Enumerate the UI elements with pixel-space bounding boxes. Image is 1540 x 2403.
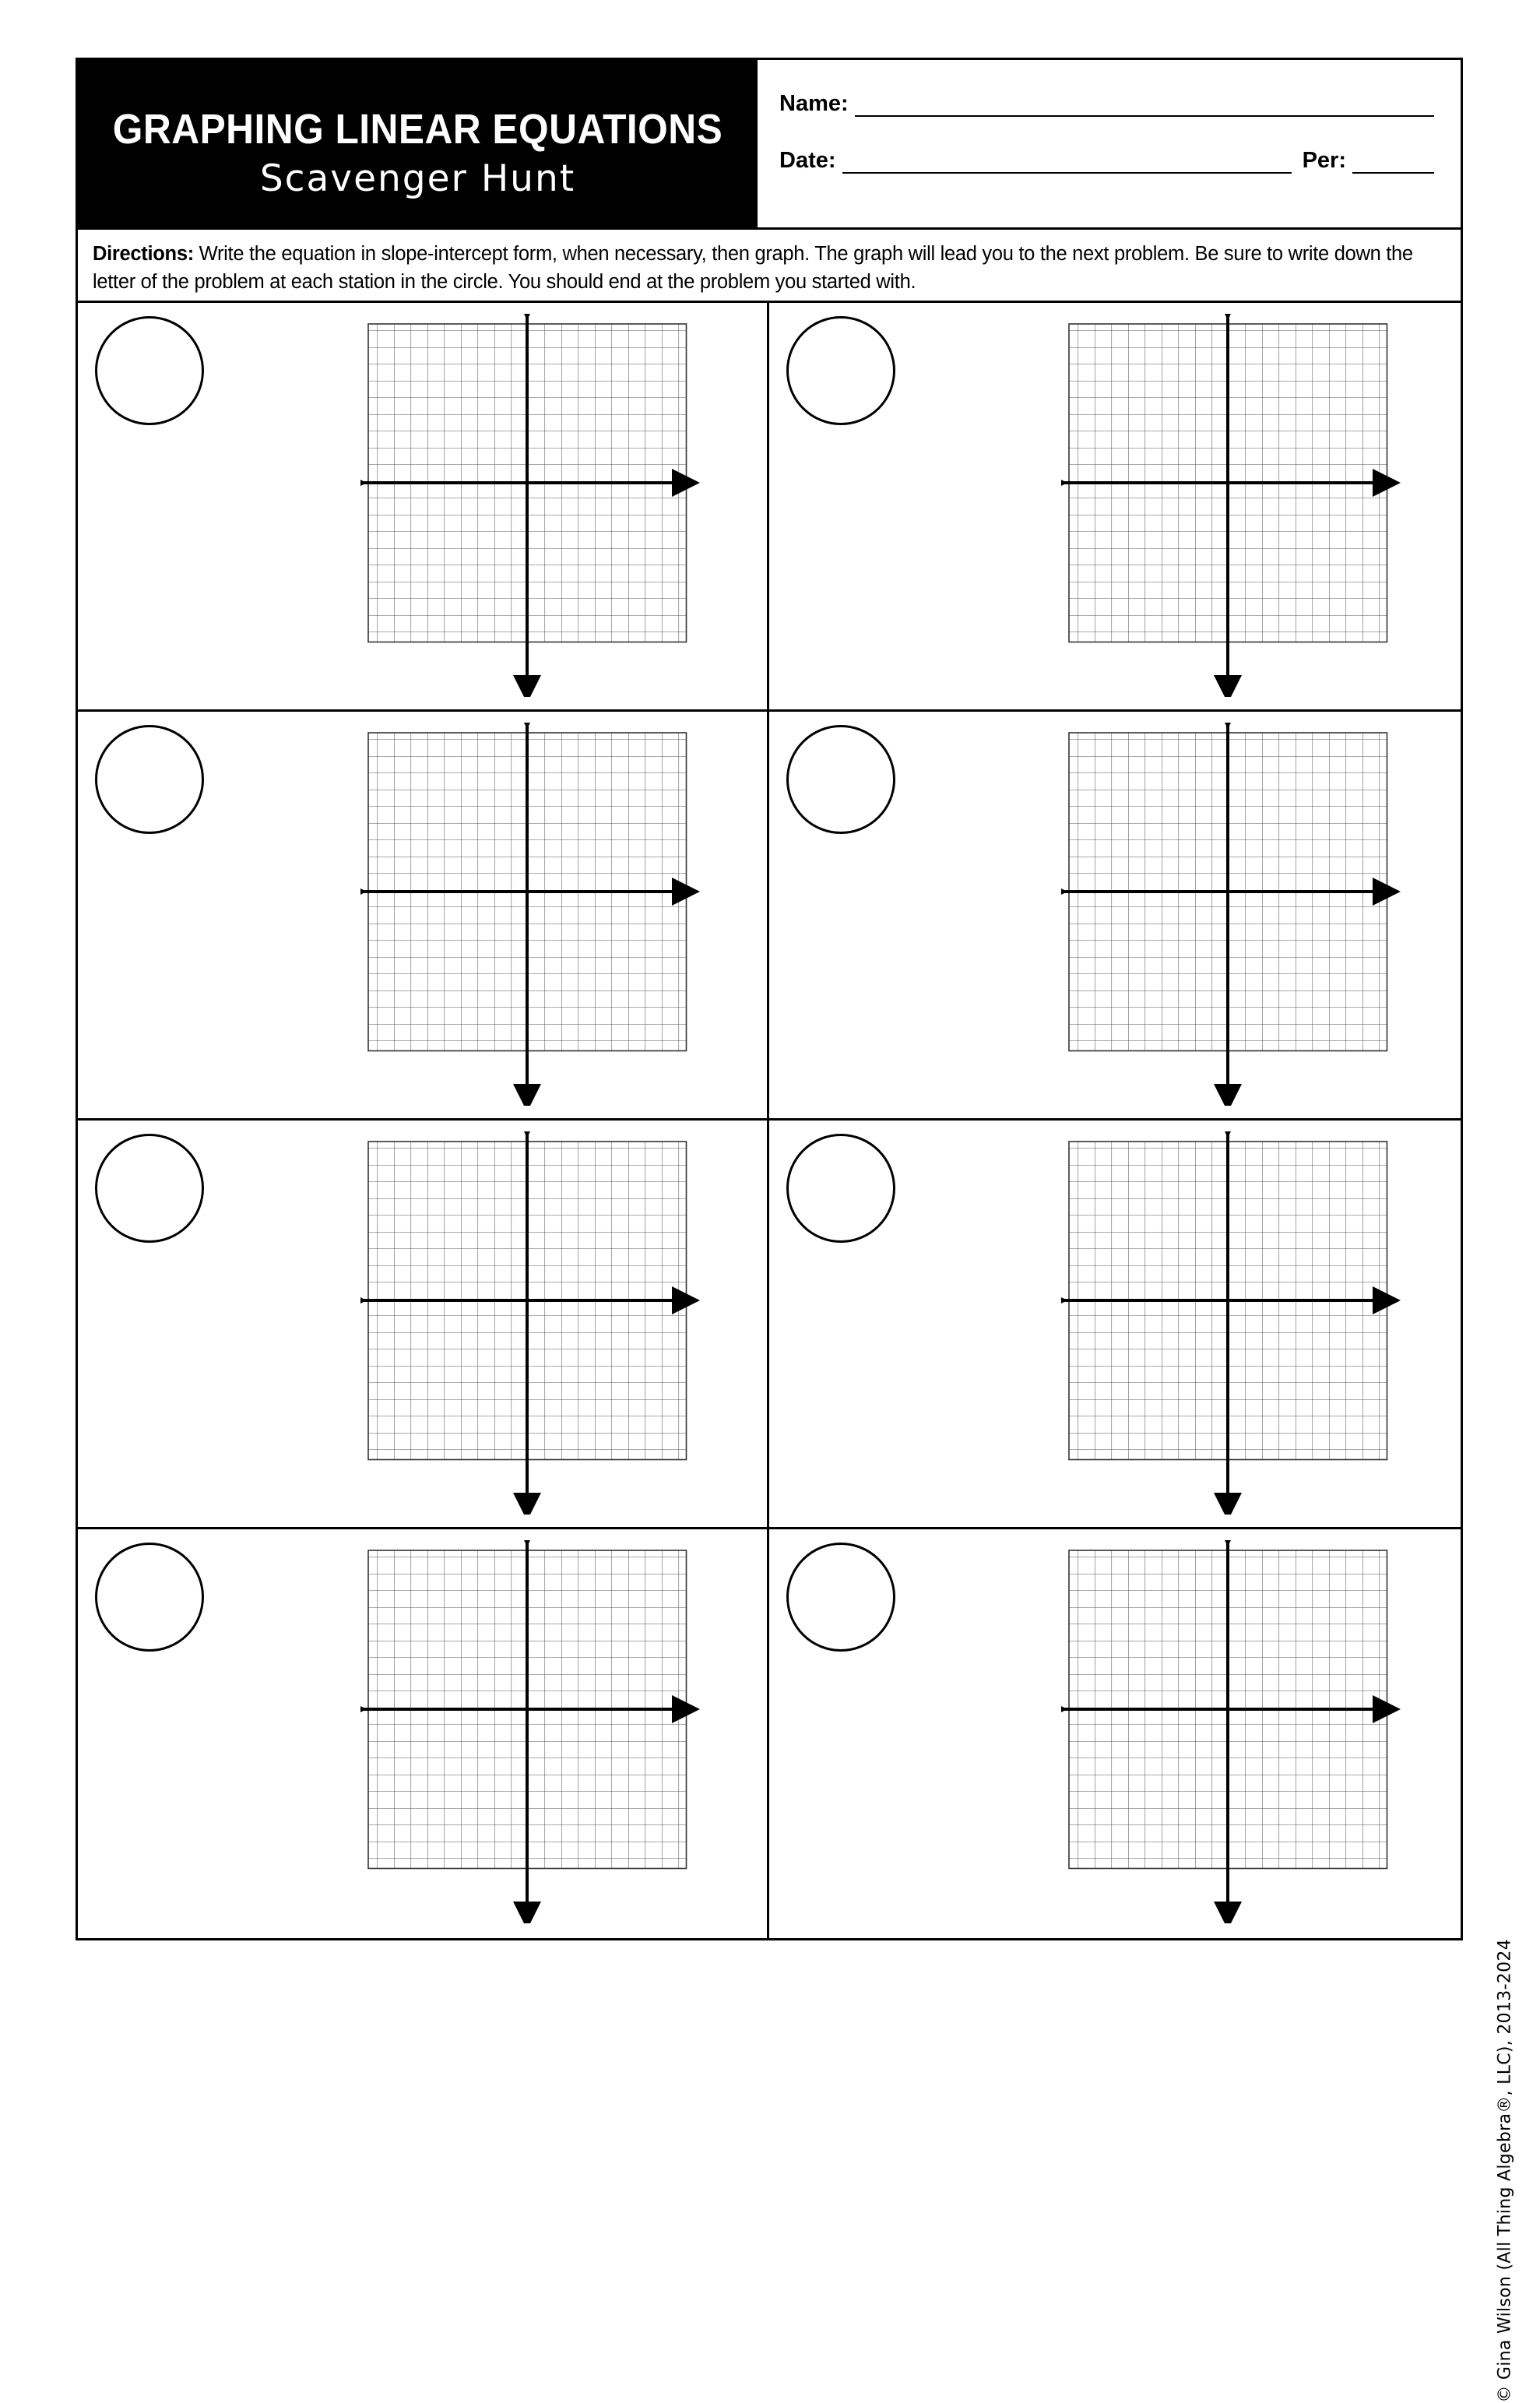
coordinate-grid[interactable] — [1061, 1540, 1435, 1923]
directions-label: Directions: — [93, 243, 194, 265]
page-subtitle: Scavenger Hunt — [259, 157, 576, 201]
problem-cell — [769, 1529, 1461, 1938]
graph-svg — [360, 1131, 734, 1515]
problem-cell — [769, 303, 1461, 712]
coordinate-grid[interactable] — [360, 314, 734, 697]
graph-svg — [1061, 1540, 1435, 1923]
answer-circle[interactable] — [786, 1134, 895, 1243]
problem-cell — [78, 303, 769, 712]
period-input[interactable] — [1352, 152, 1434, 174]
coordinate-grid[interactable] — [360, 723, 734, 1106]
date-input[interactable] — [842, 152, 1292, 174]
graph-svg — [360, 314, 734, 697]
problem-cell — [769, 1121, 1461, 1529]
answer-circle[interactable] — [95, 725, 204, 834]
answer-circle[interactable] — [95, 1543, 204, 1652]
worksheet-header — [78, 60, 1461, 227]
graph-svg — [1061, 723, 1435, 1106]
name-label: Name: — [779, 91, 849, 116]
coordinate-grid[interactable] — [1061, 723, 1435, 1106]
answer-circle[interactable] — [786, 1543, 895, 1652]
date-label: Date: — [779, 148, 836, 173]
graph-svg — [1061, 1131, 1435, 1515]
problem-cell — [769, 712, 1461, 1121]
answer-circle[interactable] — [786, 316, 895, 425]
student-info-block — [758, 60, 1461, 227]
coordinate-grid[interactable] — [360, 1131, 734, 1515]
copyright-notice: © Gina Wilson (All Thing Algebra®, LLC), 2013-2024 — [1496, 1939, 1515, 2403]
graph-svg — [360, 1540, 734, 1923]
directions-block — [78, 227, 1461, 303]
coordinate-grid[interactable] — [360, 1540, 734, 1923]
problem-cell — [78, 1121, 769, 1529]
coordinate-grid[interactable] — [1061, 314, 1435, 697]
problem-cell — [78, 1529, 769, 1938]
period-label: Per: — [1302, 148, 1346, 173]
problem-cell — [78, 712, 769, 1121]
answer-circle[interactable] — [95, 1134, 204, 1243]
name-input[interactable] — [855, 95, 1434, 117]
title-block — [78, 60, 758, 227]
answer-circle[interactable] — [95, 316, 204, 425]
date-row — [779, 148, 1434, 174]
name-row — [779, 91, 1434, 117]
graph-svg — [360, 723, 734, 1106]
problem-grid — [78, 303, 1461, 1938]
coordinate-grid[interactable] — [1061, 1131, 1435, 1515]
worksheet-frame — [76, 58, 1463, 1940]
page-title: GRAPHING LINEAR EQUATIONS — [112, 105, 723, 153]
directions-text: Write the equation in slope-intercept form, when necessary, then graph. The graph will lead you to the next problem. Be sure to write down the letter of the problem at each station in the circle. You should end at the problem you started with. — [93, 243, 1413, 294]
answer-circle[interactable] — [786, 725, 895, 834]
graph-svg — [1061, 314, 1435, 697]
